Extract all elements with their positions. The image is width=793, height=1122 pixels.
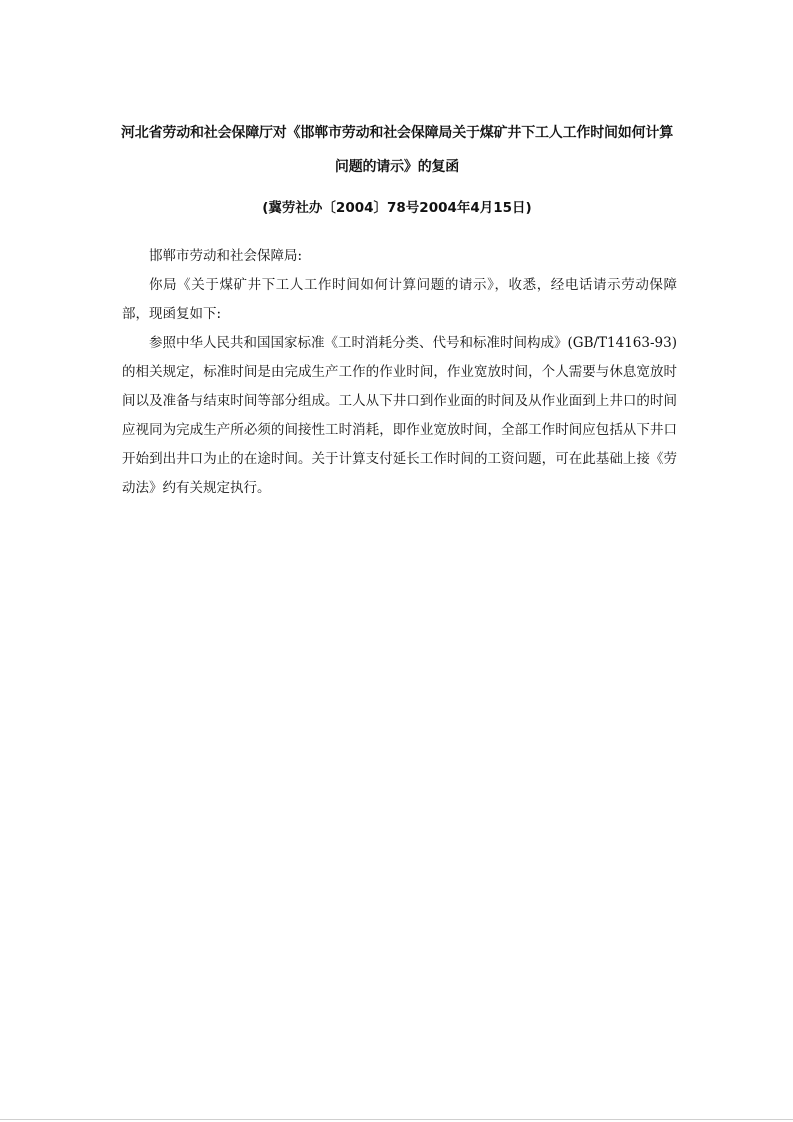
document-title [112,116,682,184]
document-body [122,242,677,503]
paragraph-standard-reference: 参照中华人民共和国国家标准《工时消耗分类、代号和标准时间构成》(GB/T14163-93)的相关规定，标准时间是由完成生产工作的作业时间，作业宽放时间，个人需要与休息宽放时间以及准备与结束时间等部分组成。工人从下井口到作业面的时间及从作业面到上井口的时间应视同为完成生产所必须的间接性工时消耗，即作业宽放时间，全部工作时间应包括从下井口开始到出井口为止的在途时间。关于计算支付延长工作时间的工资问题，可在此基础上接《劳动法》约有关规定执行。 [122,335,677,496]
title-line-2: 问题的请示》的复函 [334,159,460,175]
page-bottom-divider [0,1119,793,1120]
document-number: (冀劳社办〔2004〕78号2004年4月15日) [262,200,532,216]
paragraph-reply-intro: 你局《关于煤矿井下工人工作时间如何计算问题的请示》，收悉，经电话请示劳动保障部，现函复如下: [122,277,677,322]
title-line-1: 河北省劳动和社会保障厅对《邯郸市劳动和社会保障局关于煤矿井下工人工作时间如何计算 [121,125,673,141]
salutation: 邯郸市劳动和社会保障局: [149,248,303,264]
